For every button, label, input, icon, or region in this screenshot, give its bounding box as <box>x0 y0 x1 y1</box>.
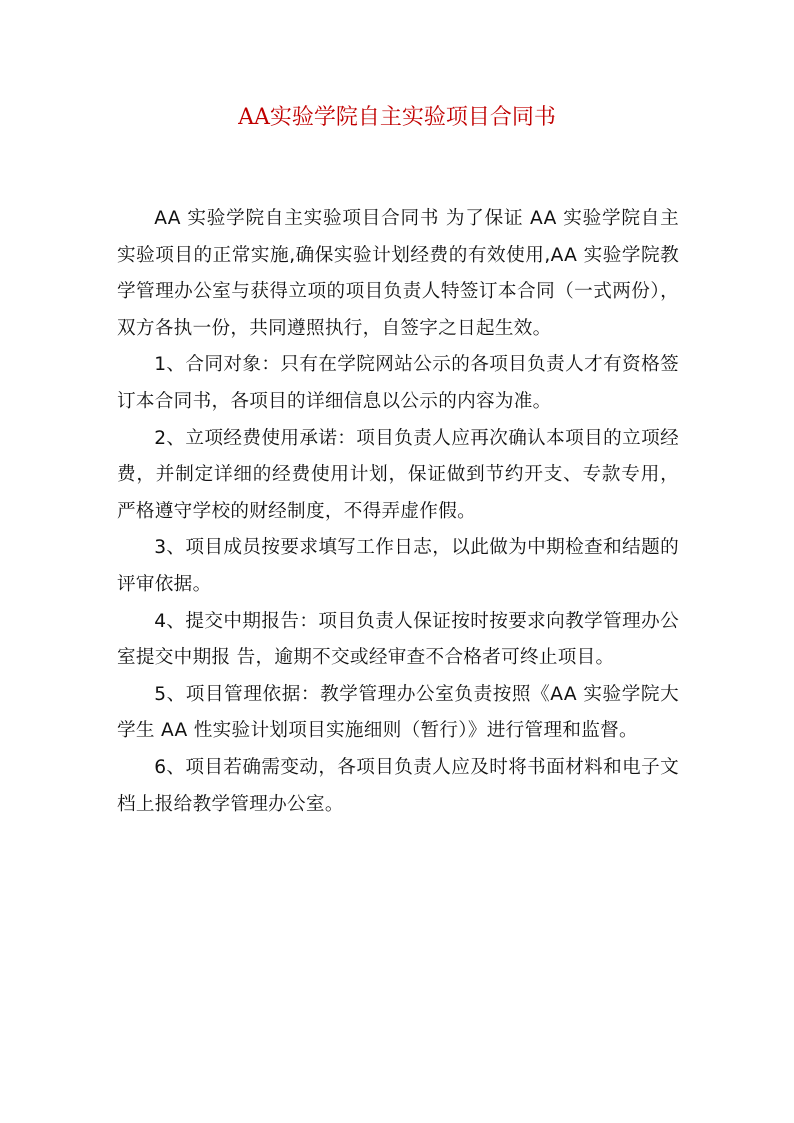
intro-paragraph: AA 实验学院自主实验项目合同书 为了保证 AA 实验学院自主实验项目的正常实施,确保实验计划经费的有效使用,AA 实验学院教学管理办公室与获得立项的项目负责人特签订本合同（一式两份），双方各执一份，共同遵照执行，自签字之日起生效。 <box>117 208 679 339</box>
clause-3-paragraph: 3、项目成员按要求填写工作日志，以此做为中期检查和结题的评审依据。 <box>117 537 679 595</box>
clause-2-paragraph: 2、立项经费使用承诺：项目负责人应再次确认本项目的立项经费，并制定详细的经费使用计划，保证做到节约开支、专款专用，严格遵守学校的财经制度，不得弄虚作假。 <box>117 427 679 522</box>
clause-4-paragraph: 4、提交中期报告：项目负责人保证按时按要求向教学管理办公室提交中期报 告，逾期不交或经审查不合格者可终止项目。 <box>117 610 679 669</box>
clause-5-paragraph: 5、项目管理依据：教学管理办公室负责按照《AA 实验学院大学生 AA 性实验计划项目实施细则（暂行）》进行管理和监督。 <box>117 683 679 742</box>
document-body <box>117 201 679 823</box>
document-title: AA实验学院自主实验项目合同书 <box>238 105 556 130</box>
clause-6-paragraph: 6、项目若确需变动，各项目负责人应及时将书面材料和电子文档上报给教学管理办公室。 <box>117 756 679 815</box>
clause-1-paragraph: 1、合同对象：只有在学院网站公示的各项目负责人才有资格签订本合同书，各项目的详细信息以公示的内容为准。 <box>117 354 679 412</box>
